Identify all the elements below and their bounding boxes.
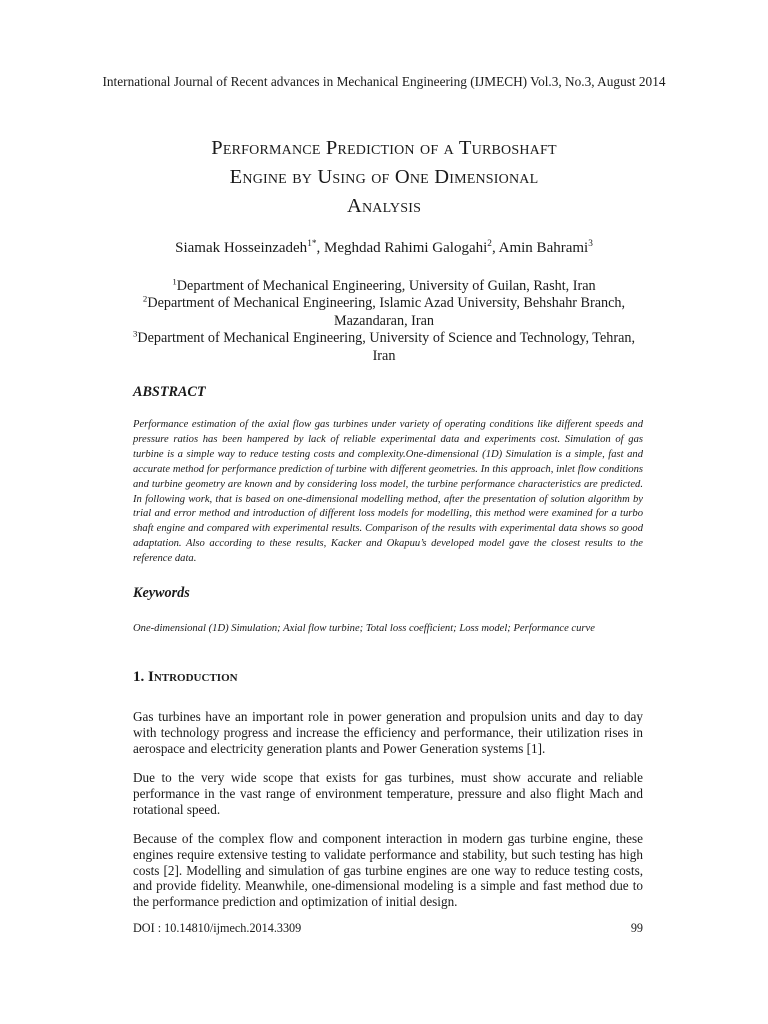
keywords-body: One-dimensional (1D) Simulation; Axial flow turbine; Total loss coefficient; Loss model; Performance curve <box>133 623 595 634</box>
title-line-2: Engine by Using of One Dimensional <box>229 166 539 188</box>
author-superscript: 2 <box>487 239 492 249</box>
abstract-body: Performance estimation of the axial flow gas turbines under variety of operating conditions like different speeds and pressure ratios has been hampered by lack of reliable experimental data and experiments cost. Simulation of gas turbine is a simple way to reduce testing costs and complexity.One-dimensional (1D) Simulation is a simple, fast and accurate method for performance prediction of turbine with different geometries. In this approach, inlet flow conditions and turbine geometry are known and by considering loss model, the turbine performance characteristics are predicted. In following work, that is based on one-dimensional modelling method, after the presentation of solution algorithm by trial and error method and introduction of different loss models for modelling, this method were examined for a turbo shaft engine and compared with experimental results. Comparison of the results with experimental data shows so good adaptation. Also according to these results, Kacker and Okapuu’s developed model gave the closest results to the reference data. <box>133 419 643 565</box>
title-line-3: Analysis <box>346 195 422 217</box>
author-list <box>0 240 768 257</box>
affiliation-text: Department of Mechanical Engineering, University of Guilan, Rasht, Iran <box>176 278 596 294</box>
keywords-heading: Keywords <box>133 585 190 601</box>
journal-header: International Journal of Recent advances in Mechanical Engineering (IJMECH) Vol.3, No.3, August 2014 <box>102 74 666 89</box>
author-name: Meghdad Rahimi Galogahi <box>323 240 488 256</box>
intro-paragraph: Due to the very wide scope that exists for gas turbines, must show accurate and reliable performance in the vast range of environment temperature, pressure and also flight Mach and rotational speed. <box>133 770 643 817</box>
author-separator: , <box>491 240 499 256</box>
affiliation-list <box>120 278 648 365</box>
author-name: Siamak Hosseinzadeh <box>175 240 308 256</box>
doi-footer: DOI : 10.14810/ijmech.2014.3309 <box>133 921 302 935</box>
paper-title <box>100 134 668 221</box>
intro-paragraph: Gas turbines have an important role in power generation and propulsion units and day to day with technology progress and increase the efficiency and performance, their utilization rises in aerospace and electricity generation plants and Power Generation systems [1]. <box>133 709 643 756</box>
title-line-1: Performance Prediction of a Turboshaft <box>211 137 557 159</box>
affiliation-item <box>120 330 648 365</box>
intro-paragraph: Because of the complex flow and component interaction in modern gas turbine engine, these engines require extensive testing to validate performance and stability, but such testing has high costs [2]. Modelling and simulation of gas turbine engines are one way to reduce testing costs, and provide fidelity. Meanwhile, one-dimensional modeling is a simple and fast method due to the performance prediction and optimization of initial design. <box>133 831 643 910</box>
affiliation-item <box>120 278 648 295</box>
section-heading-introduction: 1. Introduction <box>133 669 238 685</box>
author-separator: , <box>316 240 324 256</box>
author-superscript: 1* <box>307 239 317 249</box>
affiliation-superscript: 1 <box>172 276 177 287</box>
affiliation-superscript: 3 <box>132 328 138 339</box>
page-number: 99 <box>630 921 643 935</box>
affiliation-item <box>120 295 648 330</box>
abstract-heading: ABSTRACT <box>133 384 206 400</box>
author-superscript: 3 <box>588 239 593 249</box>
author-name: Amin Bahrami <box>498 240 589 256</box>
affiliation-text: Department of Mechanical Engineering, University of Science and Technology, Tehran, Iran <box>137 330 636 364</box>
affiliation-superscript: 2 <box>142 293 148 304</box>
affiliation-text: Department of Mechanical Engineering, Islamic Azad University, Behshahr Branch, Mazandaran, Iran <box>147 295 626 329</box>
